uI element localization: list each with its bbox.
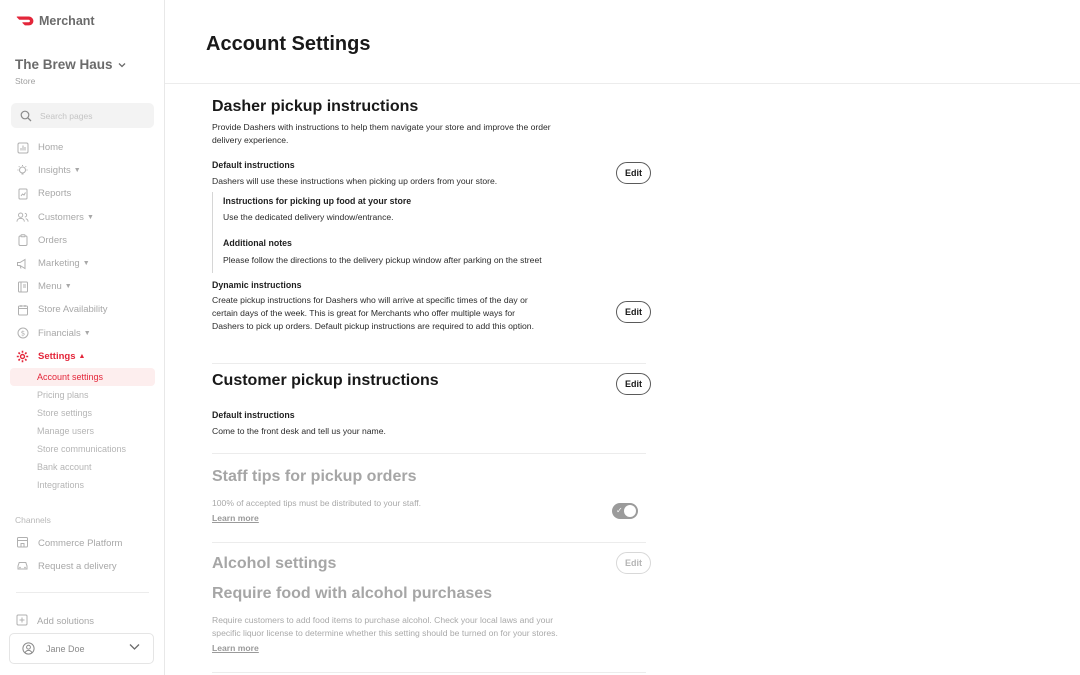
additional-notes-value: Please follow the directions to the delivery pickup window after parking on the street: [223, 255, 542, 265]
chevron-down-icon: [129, 643, 140, 651]
food-instructions-value: Use the dedicated delivery window/entrance.: [223, 212, 394, 222]
search-box[interactable]: [11, 103, 154, 128]
customer-default-label: Default instructions: [212, 410, 295, 420]
nav-commerce-platform[interactable]: [16, 536, 122, 551]
customer-title: Customer pickup instructions: [212, 372, 439, 389]
storefront-icon: [16, 536, 29, 551]
dasher-default-desc: Dashers will use these instructions when picking up orders from your store.: [212, 176, 498, 186]
users-icon: [16, 211, 29, 224]
sub-account-settings[interactable]: Account settings: [10, 368, 155, 386]
nav-store-availability-label: Store Availability: [38, 304, 108, 316]
search-icon: [20, 110, 32, 122]
chevron-down-icon: ▼: [83, 329, 91, 337]
calendar-icon: [16, 303, 29, 316]
nav-reports-label: Reports: [38, 188, 72, 200]
dasher-default-label: Default instructions: [212, 160, 295, 170]
dasher-dynamic-edit-button[interactable]: Edit: [616, 301, 651, 323]
tips-learn-more-link[interactable]: Learn more: [212, 513, 259, 523]
nav-settings-label: Settings: [38, 350, 76, 362]
dasher-default-details: [212, 192, 572, 273]
alcohol-learn-more-link[interactable]: Learn more: [212, 643, 259, 653]
customer-default-value: Come to the front desk and tell us your name.: [212, 426, 386, 436]
alcohol-description: Require customers to add food items to purchase alcohol. Check your local laws and your specific liquor license to determine whether this setting should be turned on for your stores.: [212, 615, 558, 638]
plus-square-icon: [16, 614, 28, 629]
lightbulb-icon: [16, 164, 29, 177]
add-solutions-label: Add solutions: [37, 616, 95, 627]
nav-home-label: Home: [38, 142, 64, 154]
chevron-down-icon: [118, 62, 126, 68]
brand-name: Merchant: [39, 14, 95, 28]
menu-book-icon: [16, 280, 29, 293]
page-header: [165, 0, 1080, 84]
sub-manage-users[interactable]: Manage users: [37, 425, 95, 436]
tips-toggle[interactable]: [612, 503, 638, 519]
dasher-description: Provide Dashers with instructions to help them navigate your store and improve the order delivery experience.: [212, 122, 551, 145]
nav-customers-label: Customers: [38, 211, 84, 223]
svg-text:$: $: [20, 329, 25, 338]
check-icon: ✓: [616, 506, 623, 515]
dasher-default-edit-button[interactable]: Edit: [616, 162, 651, 184]
sidebar: [0, 0, 165, 675]
doordash-logo-icon: [16, 14, 34, 28]
nav-marketing-label: Marketing: [38, 258, 80, 270]
page-title: Account Settings: [206, 33, 371, 55]
nav-orders[interactable]: [0, 229, 165, 252]
store-switcher[interactable]: [15, 57, 126, 72]
tips-title: Staff tips for pickup orders: [212, 468, 417, 485]
dynamic-instructions-desc: Create pickup instructions for Dashers who will arrive at specific times of the day or certain days of the week. This is great for Merchants who offer multiple ways for Dashers to pick up orders. Default pickup instructions are required to add this option.: [212, 295, 534, 331]
nav-menu[interactable]: [0, 275, 165, 298]
tips-description: 100% of accepted tips must be distributed to your staff.: [212, 498, 422, 508]
customer-edit-button[interactable]: Edit: [616, 373, 651, 395]
section-divider: [212, 542, 646, 543]
dollar-icon: [16, 327, 29, 340]
nav-home[interactable]: [0, 136, 165, 159]
food-instructions-label: Instructions for picking up food at your store: [223, 196, 412, 206]
channels-heading: Channels: [15, 515, 51, 525]
nav-request-delivery[interactable]: [16, 559, 117, 574]
user-circle-icon: [22, 642, 35, 655]
dasher-title: Dasher pickup instructions: [212, 98, 419, 115]
alcohol-title: Alcohol settings: [212, 555, 337, 572]
main-nav: [0, 136, 165, 494]
alcohol-edit-button[interactable]: Edit: [616, 552, 651, 574]
nav-store-availability[interactable]: [0, 298, 165, 321]
alcohol-subtitle: Require food with alcohol purchases: [212, 585, 493, 602]
search-input[interactable]: [40, 111, 140, 121]
store-subtitle: Store: [15, 76, 36, 86]
chart-bar-icon: [16, 141, 29, 154]
chevron-up-icon: ▲: [78, 352, 86, 360]
nav-request-delivery-label: Request a delivery: [38, 561, 117, 572]
sub-bank-account[interactable]: Bank account: [37, 461, 92, 472]
user-name: Jane Doe: [46, 643, 85, 654]
chevron-down-icon: ▼: [86, 213, 94, 221]
chevron-down-icon: ▼: [82, 260, 90, 268]
nav-insights[interactable]: [0, 159, 165, 182]
car-icon: [16, 559, 29, 574]
brand[interactable]: [16, 14, 95, 28]
section-divider: [212, 363, 646, 364]
dynamic-instructions-label: Dynamic instructions: [212, 280, 302, 290]
section-divider: [212, 672, 646, 673]
nav-financials[interactable]: [0, 322, 165, 345]
additional-notes-label: Additional notes: [223, 238, 292, 248]
sub-integrations[interactable]: Integrations: [37, 479, 85, 490]
chevron-down-icon: ▼: [73, 167, 81, 175]
chevron-down-icon: ▼: [64, 283, 72, 291]
gear-icon: [16, 350, 29, 363]
nav-customers[interactable]: [0, 206, 165, 229]
sub-store-communications[interactable]: Store communications: [37, 443, 127, 454]
sub-store-settings[interactable]: Store settings: [37, 407, 93, 418]
report-icon: [16, 187, 29, 200]
nav-reports[interactable]: [0, 182, 165, 205]
nav-commerce-platform-label: Commerce Platform: [38, 538, 123, 549]
nav-marketing[interactable]: [0, 252, 165, 275]
sidebar-divider: [16, 592, 149, 593]
store-name: The Brew Haus: [15, 57, 113, 72]
nav-settings[interactable]: [0, 345, 165, 368]
clipboard-icon: [16, 234, 29, 247]
user-menu[interactable]: [9, 633, 154, 664]
add-solutions-button[interactable]: [16, 614, 94, 629]
nav-insights-label: Insights: [38, 165, 71, 177]
sub-pricing-plans[interactable]: Pricing plans: [37, 389, 89, 400]
nav-orders-label: Orders: [38, 234, 68, 246]
section-divider: [212, 453, 646, 454]
nav-menu-label: Menu: [38, 281, 62, 293]
nav-financials-label: Financials: [38, 327, 81, 339]
toggle-knob: [624, 505, 636, 517]
megaphone-icon: [16, 257, 29, 270]
